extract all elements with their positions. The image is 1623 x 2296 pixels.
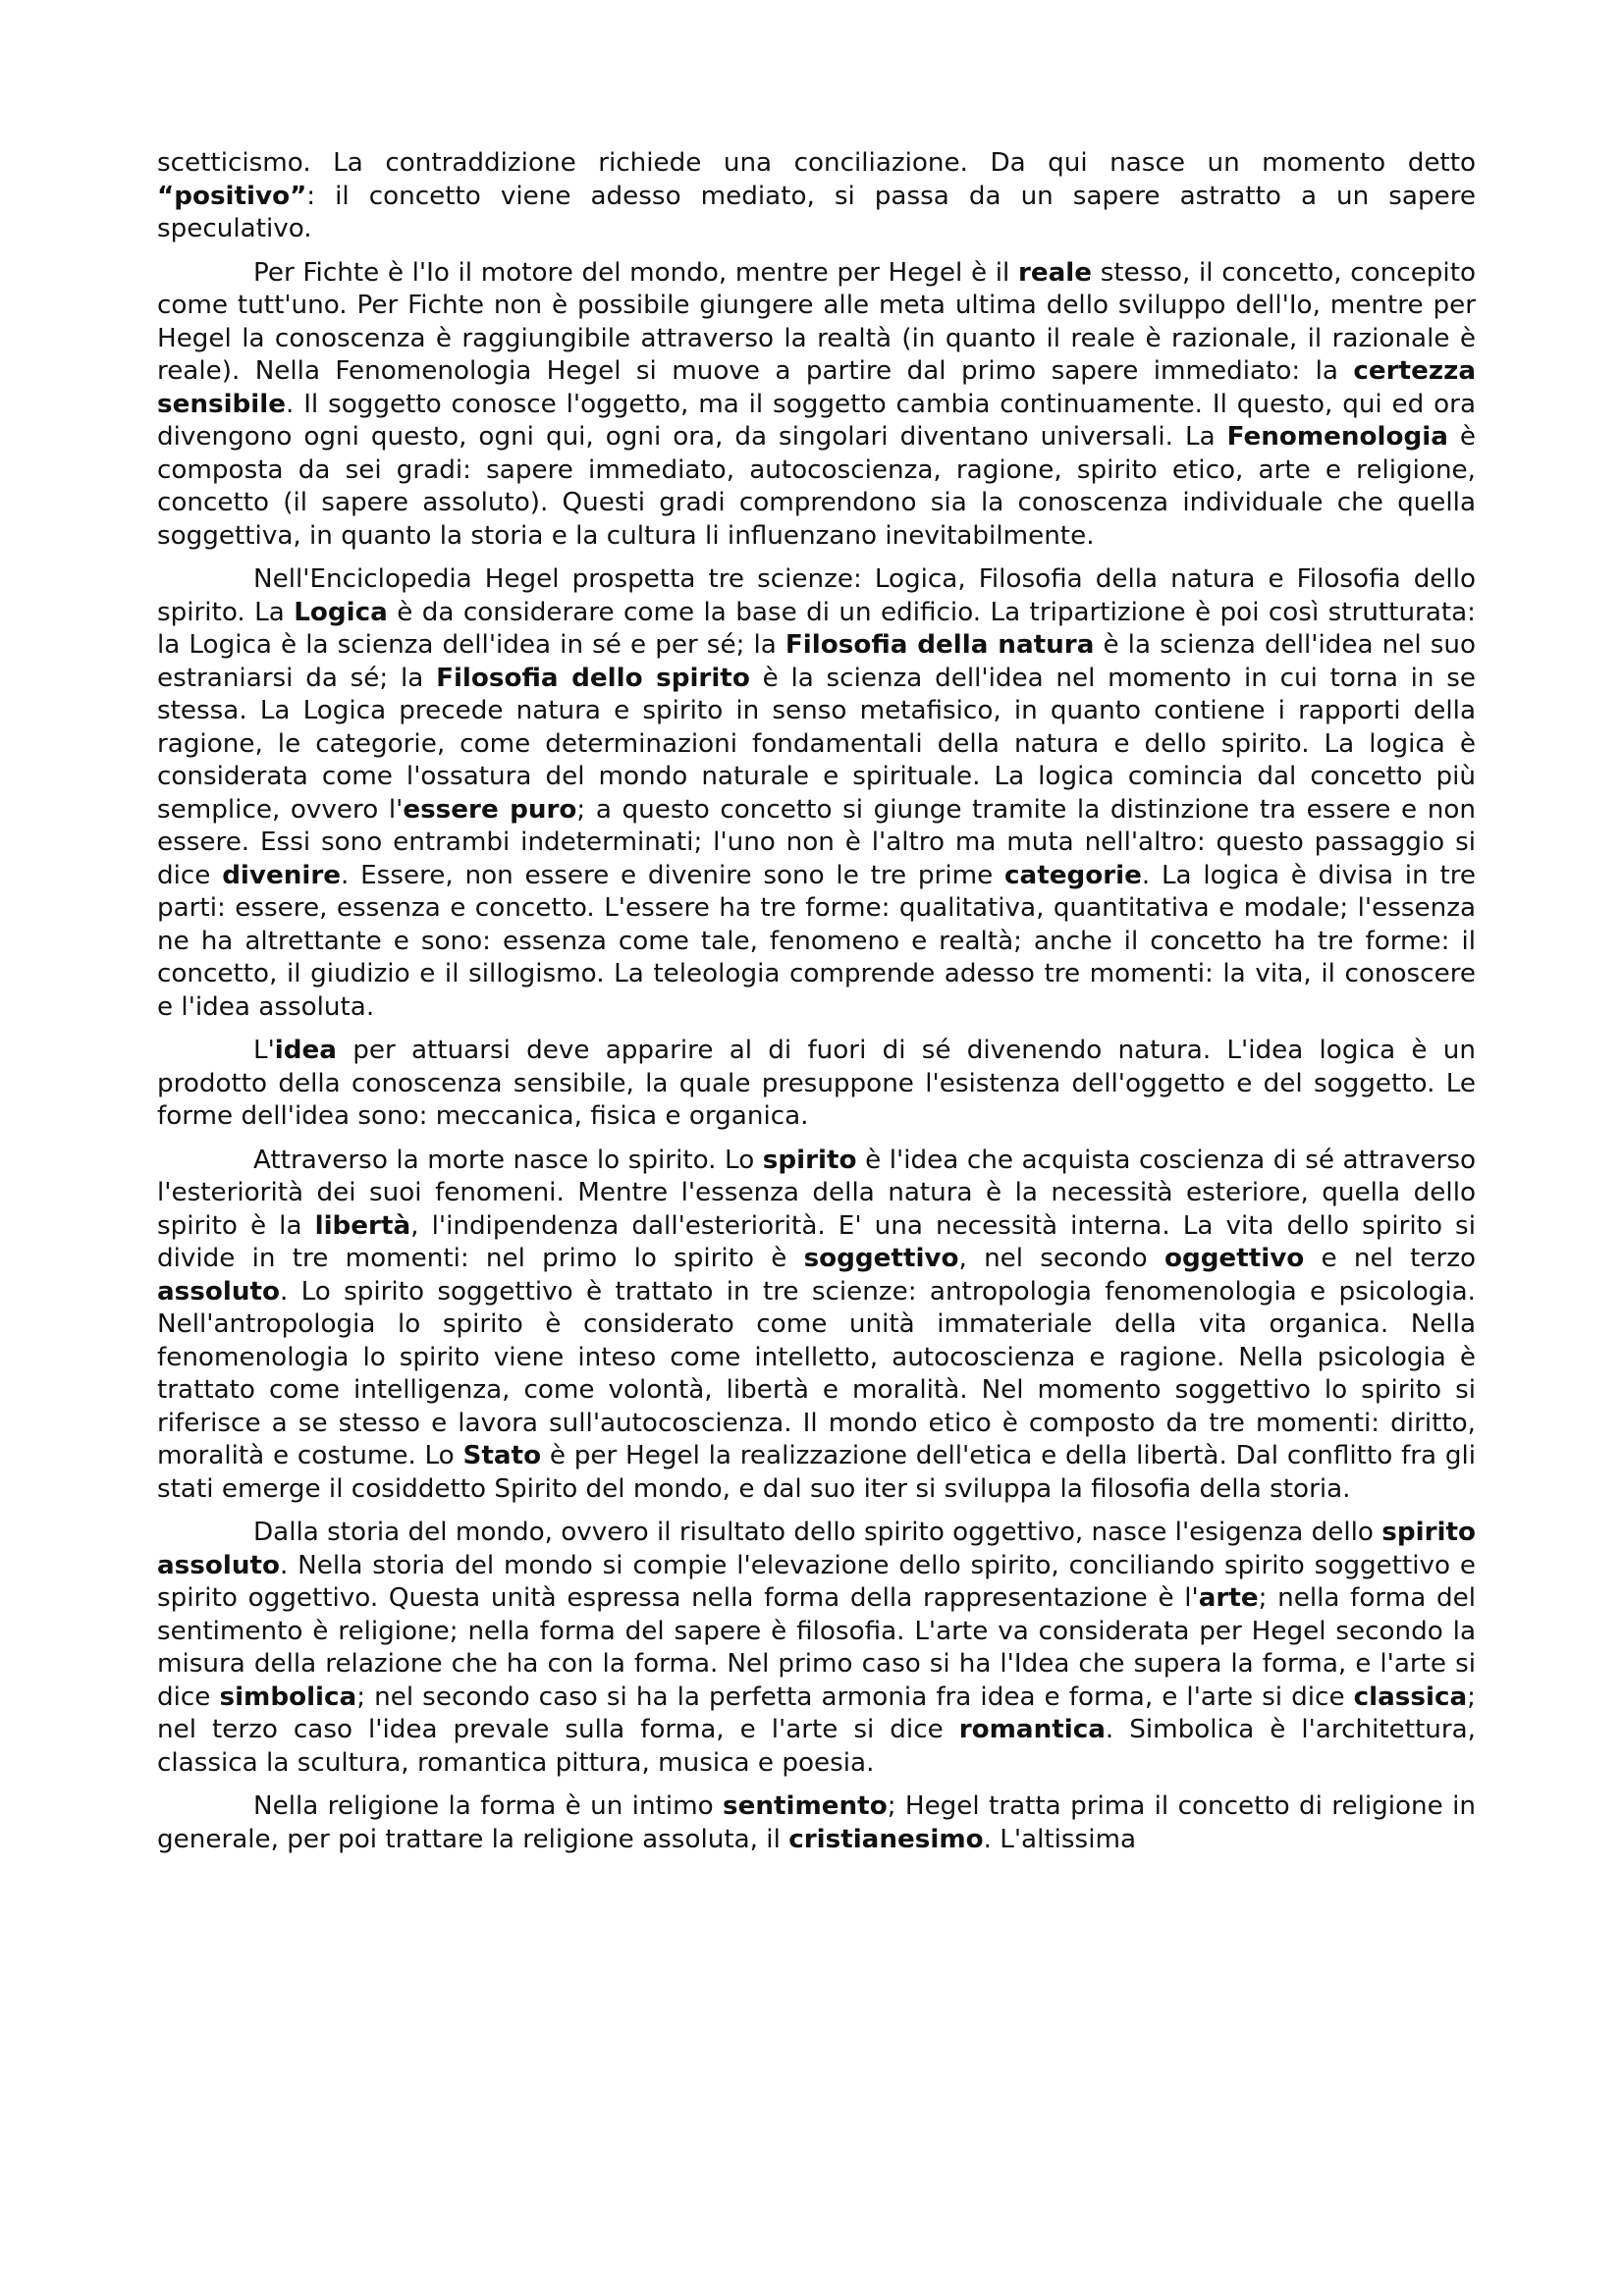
text-run: stesso, il concetto, concepito come tutt'uno. Per Fichte non è possibile giungere alle meta ultima dello sviluppo dell'Io, mentre per Hegel la conoscenza è raggiungibile attraverso la realtà (in quanto il reale è razionale, il razionale è reale). Nella Fenomenologia Hegel si muove a partire dal primo sapere immediato: la (157, 257, 1476, 386)
text-run: per attuarsi deve apparire al di fuori di sé divenendo natura. L'idea logica è un prodotto della conoscenza sensibile, la quale presuppone l'esistenza dell'oggetto e del soggetto. Le forme dell'idea sono: meccanica, fisica e organica. (157, 1036, 1476, 1131)
text-run: e nel terzo (1304, 1244, 1477, 1273)
paragraph-5 (157, 1145, 1476, 1507)
text-run: è la scienza dell'idea nel suo estraniarsi da sé; la (157, 630, 1476, 693)
paragraph-3 (157, 563, 1476, 1024)
text-run: è composta da sei gradi: sapere immediato, autocoscienza, ragione, spirito etico, arte e religione, concetto (il sapere assoluto). Questi gradi comprendono sia la conoscenza individuale che quella soggettiva, in quanto la storia e la cultura li influenzano inevitabilmente. (157, 422, 1477, 551)
paragraph-6 (157, 1517, 1476, 1780)
paragraph-7 (157, 1790, 1476, 1856)
paragraph-1 (157, 147, 1476, 246)
bold-term: categorie (1004, 860, 1142, 890)
bold-term: oggettivo (1163, 1244, 1305, 1273)
document-page (157, 147, 1476, 1856)
text-run: ; Hegel tratta prima il concetto di religione in generale, per poi trattare la religione assoluta, il (157, 1791, 1476, 1854)
text-run: . Essere, non essere e divenire sono le tre prime (341, 860, 1004, 890)
text-run: . L'altissima (983, 1824, 1137, 1854)
text-run: scetticismo. La contraddizione richiede una conciliazione. Da qui nasce un momento detto (157, 148, 1476, 178)
text-run: ; nel secondo caso si ha la perfetta armonia fra idea e forma, e l'arte si dice (356, 1682, 1354, 1712)
text-run: Dalla storia del mondo, ovvero il risultato dello spirito oggettivo, nasce l'esigenza dello (253, 1518, 1382, 1547)
bold-term: Fenomenologia (1226, 422, 1448, 452)
text-run: ; a questo concetto si giunge tramite la distinzione tra essere e non essere. Essi sono entrambi indeterminati; l'uno non è l'altro ma muta nell'altro: questo passaggio si dice (157, 794, 1476, 890)
text-run: Nella religione la forma è un intimo (253, 1791, 723, 1821)
text-run: ; nel terzo caso l'idea prevale sulla forma, e l'arte si dice (157, 1682, 1476, 1744)
bold-term: spirito (762, 1145, 857, 1175)
bold-term: assoluto (157, 1276, 280, 1307)
paragraph-4 (157, 1035, 1476, 1134)
text-run: Attraverso la morte nasce lo spirito. Lo (253, 1145, 763, 1175)
bold-term: libertà (314, 1210, 411, 1241)
bold-term: Filosofia dello spirito (436, 663, 750, 693)
bold-term: Logica (294, 597, 388, 627)
text-run: . La logica è divisa in tre parti: essere, essenza e concetto. L'essere ha tre forme: qualitativa, quantitativa e modale; l'essenza ne ha altrettante e sono: essenza come tale, fenomeno e realtà; anche il concetto ha tre forme: il concetto, il giudizio e il sillogismo. La teleologia comprende adesso tre momenti: la vita, il conoscere e l'idea assoluta. (157, 860, 1477, 1022)
text-run: . Lo spirito soggettivo è trattato in tre scienze: antropologia fenomenologia e psicologia. Nell'antropologia lo spirito è considerato come unità immateriale della vita organica. Nella fenomenologia lo spirito viene inteso come intelletto, autocoscienza e ragione. Nella psicologia è trattato come intelligenza, come volontà, libertà e moralità. Nel momento soggettivo lo spirito si riferisce a se stesso e lavora sull'autocoscienza. Il mondo etico è composto da tre momenti: diritto, moralità e costume. Lo (157, 1276, 1476, 1470)
text-run: L' (253, 1036, 275, 1065)
bold-term: sentimento (723, 1791, 888, 1821)
bold-term: classica (1353, 1682, 1468, 1712)
text-run: ; nella forma del sentimento è religione; nella forma del sapere è filosofia. L'arte va considerata per Hegel secondo la misura della relazione che ha con la forma. Nel primo caso si ha l'Idea che supera la forma, e l'arte si dice (157, 1583, 1477, 1712)
text-run: è l'idea che acquista coscienza di sé attraverso l'esteriorità dei suoi fenomeni. Mentre l'essenza della natura è la necessità esteriore, quella dello spirito è la (157, 1145, 1476, 1241)
bold-term: essere puro (403, 794, 577, 825)
bold-term: “positivo” (157, 181, 307, 211)
bold-term: idea (274, 1036, 337, 1065)
text-run: , l'indipendenza dall'esteriorità. E' una necessità interna. La vita dello spirito si divide in tre momenti: nel primo lo spirito è (157, 1210, 1476, 1273)
bold-term: certezza sensibile (157, 356, 1476, 419)
text-run: . Nella storia del mondo si compie l'elevazione dello spirito, conciliando spirito soggettivo e spirito oggettivo. Questa unità espressa nella forma della rappresentazione è l' (157, 1550, 1476, 1613)
bold-term: spirito assoluto (157, 1518, 1476, 1580)
bold-term: Stato (462, 1441, 542, 1470)
bold-term: divenire (222, 860, 342, 890)
bold-term: simbolica (219, 1682, 357, 1712)
bold-term: Filosofia della natura (784, 630, 1095, 660)
text-run: è da considerare come la base di un edificio. La tripartizione è poi così strutturata: la Logica è la scienza dell'idea in sé e per sé; la (157, 597, 1476, 660)
text-run: Nell'Enciclopedia Hegel prospetta tre scienze: Logica, Filosofia della natura e Filosofia dello spirito. La (157, 564, 1476, 627)
bold-term: arte (1198, 1583, 1259, 1613)
bold-term: cristianesimo (788, 1824, 984, 1854)
bold-term: reale (1017, 257, 1093, 288)
bold-term: romantica (958, 1715, 1106, 1744)
text-run: : il concetto viene adesso mediato, si passa da un sapere astratto a un sapere speculativo. (157, 181, 1476, 243)
text-run: , nel secondo (958, 1244, 1164, 1273)
text-run: è per Hegel la realizzazione dell'etica e della libertà. Dal conflitto fra gli stati emerge il cosiddetto Spirito del mondo, e dal suo iter si sviluppa la filosofia della storia. (157, 1441, 1476, 1504)
paragraph-2 (157, 257, 1476, 554)
text-run: . Simbolica è l'architettura, classica la scultura, romantica pittura, musica e poesia. (157, 1715, 1477, 1778)
text-run: . Il soggetto conosce l'oggetto, ma il soggetto cambia continuamente. Il questo, qui ed ora divengono ogni questo, ogni qui, ogni ora, da singolari diventano universali. La (157, 389, 1476, 452)
bold-term: soggettivo (803, 1244, 959, 1273)
text-run: è la scienza dell'idea nel momento in cui torna in se stessa. La Logica precede natura e spirito in senso metafisico, in quanto contiene i rapporti della ragione, le categorie, come determinazioni fondamentali della natura e dello spirito. La logica è considerata come l'ossatura del mondo naturale e spirituale. La logica comincia dal concetto più semplice, ovvero l' (157, 663, 1477, 825)
text-run: Per Fichte è l'Io il motore del mondo, mentre per Hegel è il (253, 257, 1018, 288)
